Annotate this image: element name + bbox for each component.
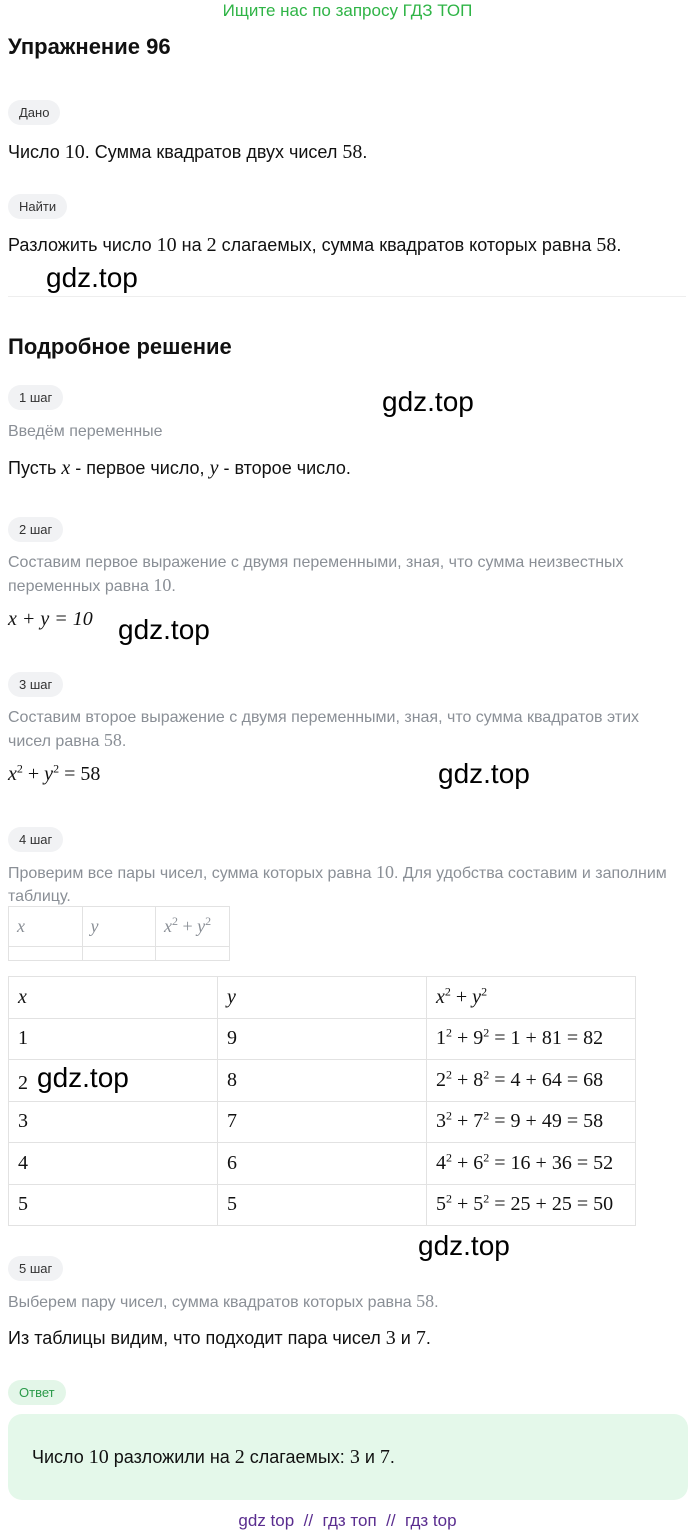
- watermark: gdz.top: [418, 1230, 510, 1261]
- header-x: x: [9, 907, 83, 947]
- cell-sum: $2^2 + 8^2 = 4 + 64 = 68$: [427, 1060, 636, 1102]
- find-text: Разложить число 10 на 2 слагаемых, сумма квадратов которых равна 58.: [8, 234, 622, 256]
- table-row: [9, 1143, 636, 1185]
- table-row: [9, 1101, 636, 1143]
- cell-sum: $1^2 + 9^2 = 1 + 81 = 82$: [427, 1018, 636, 1060]
- cell-y: 6: [218, 1143, 427, 1185]
- table-row: [9, 1060, 636, 1102]
- header-y: y: [82, 907, 156, 947]
- watermark: gdz.top: [37, 1062, 129, 1094]
- step-1-chip: 1 шаг: [8, 385, 63, 410]
- cell-x: 1: [9, 1018, 218, 1060]
- step-5-text: Из таблицы видим, что подходит пара чисел 3 и 7.: [8, 1327, 431, 1349]
- watermark: gdz.top: [438, 758, 530, 789]
- cell-x: 4: [9, 1143, 218, 1185]
- header-x: x: [9, 977, 218, 1019]
- given-text: Число 10. Сумма квадратов двух чисел 58.: [8, 141, 368, 163]
- cell-sum: $3^2 + 7^2 = 9 + 49 = 58$: [427, 1101, 636, 1143]
- table-header-row: [9, 977, 636, 1019]
- step-3-formula: $x^2 + y^2 = 58$: [8, 761, 101, 785]
- header-sum-squares: $x^2 + y^2$: [156, 907, 230, 947]
- step-1-text: Пусть x - первое число, y - второе число.: [8, 457, 351, 479]
- step-2-formula: x + y = 10: [8, 608, 93, 630]
- cell-y: 9: [218, 1018, 427, 1060]
- footer-separator: //: [303, 1511, 314, 1530]
- step-5-chip: 5 шаг: [8, 1256, 63, 1281]
- watermark: gdz.top: [382, 386, 474, 417]
- cell-y: 7: [218, 1101, 427, 1143]
- footer-links: [0, 1509, 695, 1533]
- answer-text: Число 10 разложили на 2 слагаемых: 3 и 7.: [32, 1446, 395, 1468]
- search-banner[interactable]: Ищите нас по запросу ГДЗ ТОП: [222, 1, 473, 20]
- footer-link-gdz-top-ru[interactable]: гдз топ: [322, 1511, 377, 1530]
- step-1-caption: Введём переменные: [8, 423, 163, 440]
- footer-link-gdz-top-mixed[interactable]: гдз top: [405, 1511, 457, 1530]
- find-chip: Найти: [8, 194, 67, 219]
- step-2-caption: Составим первое выражение с двумя переменными, зная, что сумма неизвестных переменных равна 10.: [8, 554, 624, 595]
- table-row: [9, 1184, 636, 1226]
- step-2-chip: 2 шаг: [8, 517, 63, 542]
- pairs-table: [8, 976, 636, 1226]
- header-sum-squares: $x^2 + y^2$: [427, 977, 636, 1019]
- answer-chip: Ответ: [8, 1380, 66, 1405]
- empty-table: [8, 906, 230, 961]
- cell-sum: $5^2 + 5^2 = 25 + 25 = 50$: [427, 1184, 636, 1226]
- cell-y: 5: [218, 1184, 427, 1226]
- cell-x: 2 gdz.top: [9, 1060, 218, 1102]
- cell-y: 8: [218, 1060, 427, 1102]
- step-3-caption: Составим второе выражение с двумя переменными, зная, что сумма квадратов этих чисел равна 58.: [8, 709, 640, 750]
- cell-sum: $4^2 + 6^2 = 16 + 36 = 52$: [427, 1143, 636, 1185]
- cell-x: 3: [9, 1101, 218, 1143]
- given-chip: Дано: [8, 100, 60, 125]
- watermark: gdz.top: [118, 614, 210, 645]
- cell-x: 5: [9, 1184, 218, 1226]
- solution-title: Подробное решение: [8, 334, 232, 359]
- footer-link-gdz-top[interactable]: gdz top: [238, 1511, 295, 1530]
- page-title: Упражнение 96: [8, 34, 171, 59]
- watermark: gdz.top: [46, 262, 138, 293]
- table-row: [9, 1018, 636, 1060]
- footer-separator: //: [386, 1511, 396, 1530]
- step-3-chip: 3 шаг: [8, 672, 63, 697]
- step-4-caption: Проверим все пары чисел, сумма которых равна 10. Для удобства составим и заполним таблицу.: [8, 862, 667, 905]
- divider: [8, 296, 686, 297]
- step-5-caption: Выберем пару чисел, сумма квадратов которых равна 58.: [8, 1291, 439, 1311]
- header-y: y: [218, 977, 427, 1019]
- step-4-chip: 4 шаг: [8, 827, 63, 852]
